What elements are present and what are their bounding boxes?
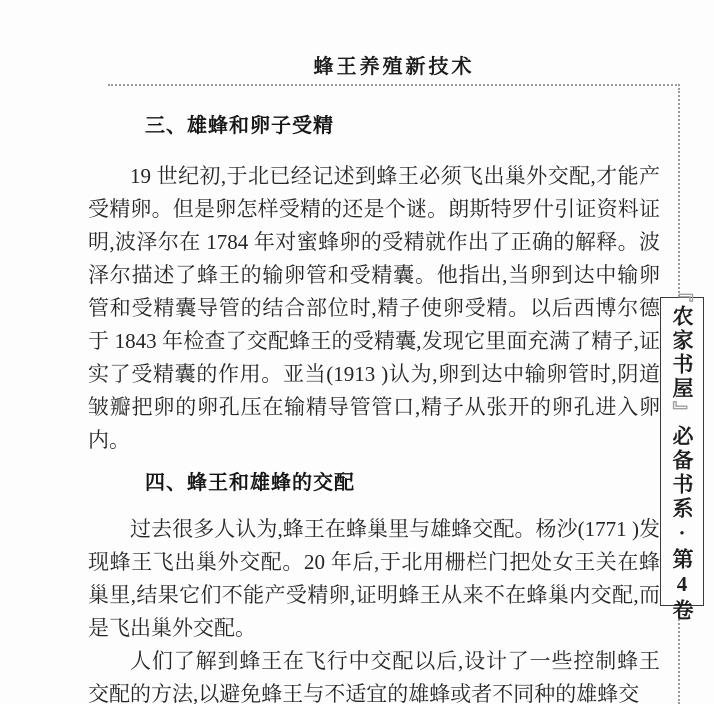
series-rest: 必备书系·第4卷: [670, 424, 694, 623]
paragraph: 人们了解到蜂王在飞行中交配以后,设计了一些控制蜂王交配的方法,以避免蜂王与不适宜的雄蜂或者不同种的雄蜂交: [88, 649, 660, 704]
section-heading-3: 三、雄蜂和卵子受精: [145, 115, 334, 137]
header-dotted-rule: [108, 84, 680, 86]
section-heading-4: 四、蜂王和雄蜂的交配: [145, 472, 355, 494]
paragraph: 过去很多人认为,蜂王在蜂巢里与雄蜂交配。杨沙(1771 )发现蜂王飞出巢外交配。20 年后,于北用栅栏门把处女王关在蜂巢里,结果它们不能产受精卵,证明蜂王从来不在蜂巢内交配,而是飞出巢外交配。: [88, 517, 660, 640]
series-open-bracket: 『: [670, 280, 694, 305]
paragraph: 19 世纪初,于北已经记述到蜂王必须飞出巢外交配,才能产受精卵。但是卵怎样受精的还是个谜。朗斯特罗什引证资料证明,波泽尔在 1784 年对蜜蜂卵的受精就作出了正确的解释。波泽尔描述了蜂王的输卵管和受精囊。他指出,当卵到达中输卵管和受精囊导管的结合部位时,精子使卵受精。以后西博尔德于 1843 年检查了交配蜂王的受精囊,发现它里面充满了精子,证实了受精囊的作用。亚当(1913 )认为,卵到达中输卵管时,阴道皱瓣把卵的卵孔压在输精导管管口,精子从张开的卵孔进入卵内。: [88, 164, 660, 452]
series-label-text: [661, 281, 703, 623]
body-text-column: [88, 108, 660, 704]
running-head-title: 蜂王养殖新技术: [313, 56, 475, 78]
series-name: 农家书屋: [670, 304, 694, 401]
series-label-box: [660, 280, 704, 623]
series-close-bracket: 』: [670, 400, 694, 425]
